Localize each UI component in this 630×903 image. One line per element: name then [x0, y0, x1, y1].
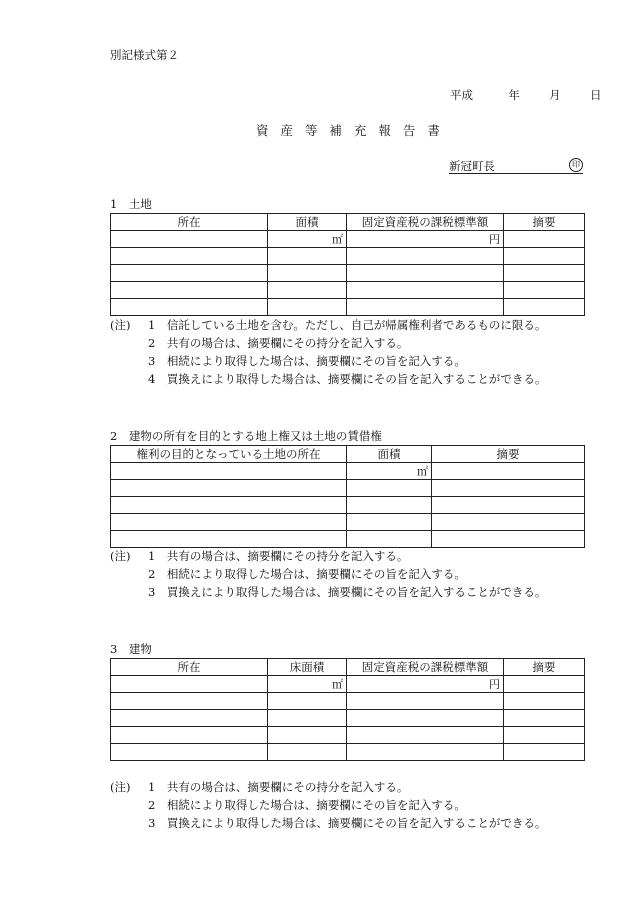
table-row: [111, 531, 585, 548]
col-remarks: 摘要: [432, 446, 585, 463]
cell[interactable]: [504, 299, 585, 316]
section3-heading: 3 建物: [110, 642, 152, 656]
seal-mark: 印: [569, 158, 583, 172]
table-row: [111, 710, 585, 727]
date-month: 月: [549, 88, 561, 102]
col-land-location: 権利の目的となっている土地の所在: [111, 446, 347, 463]
cell[interactable]: [504, 248, 585, 265]
cell[interactable]: [111, 282, 268, 299]
cell[interactable]: [268, 299, 347, 316]
cell[interactable]: [347, 531, 432, 548]
date-era: 平成: [450, 88, 473, 102]
cell[interactable]: [111, 463, 347, 480]
date-line: [450, 87, 601, 103]
cell[interactable]: [504, 282, 585, 299]
cell[interactable]: [268, 282, 347, 299]
unit-yen[interactable]: 円: [347, 231, 504, 248]
section2-note-3: 3 買換えにより取得した場合は、摘要欄にその旨を記入することができる。: [148, 585, 547, 599]
cell[interactable]: [504, 265, 585, 282]
cell[interactable]: [504, 727, 585, 744]
table-row: [111, 727, 585, 744]
cell[interactable]: [111, 231, 268, 248]
cell[interactable]: [347, 710, 504, 727]
table-row: [111, 282, 585, 299]
section1-note-4: 4 買換えにより取得した場合は、摘要欄にその旨を記入することができる。: [148, 372, 547, 386]
cell[interactable]: [347, 497, 432, 514]
cell[interactable]: [111, 710, 268, 727]
section1-table: [110, 213, 585, 316]
form-number: 別記様式第２: [110, 48, 179, 62]
col-area: 面積: [268, 214, 347, 231]
col-location: 所在: [111, 214, 268, 231]
section3-note-3: 3 買換えにより取得した場合は、摘要欄にその旨を記入することができる。: [148, 816, 547, 830]
col-area: 面積: [347, 446, 432, 463]
table-row: [111, 676, 585, 693]
section1-notes-prefix: (注): [110, 318, 131, 332]
cell[interactable]: [111, 248, 268, 265]
col-location: 所在: [111, 659, 268, 676]
section2-table: [110, 445, 585, 548]
cell[interactable]: [504, 710, 585, 727]
cell[interactable]: [504, 744, 585, 761]
section3-note-2: 2 相続により取得した場合は、摘要欄にその旨を記入する。: [148, 798, 466, 812]
section3-note-1: 1 共有の場合は、摘要欄にその持分を記入する。: [148, 780, 409, 794]
col-floor-area: 床面積: [268, 659, 347, 676]
unit-sqm[interactable]: ㎡: [347, 463, 432, 480]
table-header-row: [111, 214, 585, 231]
cell[interactable]: [347, 727, 504, 744]
date-year: 年: [508, 88, 520, 102]
unit-yen[interactable]: 円: [347, 676, 504, 693]
cell[interactable]: [111, 480, 347, 497]
cell[interactable]: [347, 282, 504, 299]
cell[interactable]: [504, 231, 585, 248]
section1-heading: 1 土地: [110, 197, 152, 211]
section3-notes-prefix: (注): [110, 780, 131, 794]
table-row: [111, 265, 585, 282]
table-row: [111, 514, 585, 531]
section2-note-2: 2 相続により取得した場合は、摘要欄にその旨を記入する。: [148, 567, 466, 581]
table-row: [111, 744, 585, 761]
section2-note-1: 1 共有の場合は、摘要欄にその持分を記入する。: [148, 549, 409, 563]
cell[interactable]: [111, 531, 347, 548]
cell[interactable]: [111, 727, 268, 744]
cell[interactable]: [432, 514, 585, 531]
cell[interactable]: [268, 710, 347, 727]
cell[interactable]: [347, 299, 504, 316]
table-row: [111, 248, 585, 265]
cell[interactable]: [268, 744, 347, 761]
cell[interactable]: [268, 265, 347, 282]
table-row: [111, 693, 585, 710]
cell[interactable]: [268, 248, 347, 265]
cell[interactable]: [347, 248, 504, 265]
cell[interactable]: [111, 514, 347, 531]
cell[interactable]: [347, 514, 432, 531]
table-row: [111, 497, 585, 514]
cell[interactable]: [347, 480, 432, 497]
cell[interactable]: [432, 463, 585, 480]
cell[interactable]: [111, 497, 347, 514]
date-day: 日: [589, 88, 602, 102]
section1-note-2: 2 共有の場合は、摘要欄にその持分を記入する。: [148, 336, 409, 350]
unit-sqm[interactable]: ㎡: [268, 231, 347, 248]
cell[interactable]: [504, 693, 585, 710]
cell[interactable]: [268, 693, 347, 710]
col-remarks: 摘要: [504, 659, 585, 676]
col-tax-base: 固定資産税の課税標準額: [347, 214, 504, 231]
document-title: 資 産 等 補 充 報 告 書: [256, 123, 444, 138]
cell[interactable]: [504, 676, 585, 693]
unit-sqm[interactable]: ㎡: [268, 676, 347, 693]
cell[interactable]: [347, 693, 504, 710]
section1-note-1: 1 信託している土地を含む。ただし、自己が帰属権利者であるものに限る。: [148, 318, 547, 332]
cell[interactable]: [111, 744, 268, 761]
addressee: 新冠町長: [449, 159, 495, 173]
cell[interactable]: [111, 265, 268, 282]
cell[interactable]: [111, 299, 268, 316]
table-row: [111, 480, 585, 497]
section1-note-3: 3 相続により取得した場合は、摘要欄にその旨を記入する。: [148, 354, 466, 368]
col-tax-base: 固定資産税の課税標準額: [347, 659, 504, 676]
cell[interactable]: [347, 265, 504, 282]
addressee-line: [449, 158, 583, 174]
table-row: [111, 231, 585, 248]
table-header-row: [111, 659, 585, 676]
cell[interactable]: [432, 531, 585, 548]
col-remarks: 摘要: [504, 214, 585, 231]
section2-notes-prefix: (注): [110, 549, 131, 563]
cell[interactable]: [347, 744, 504, 761]
cell[interactable]: [432, 480, 585, 497]
table-row: [111, 299, 585, 316]
cell[interactable]: [111, 676, 268, 693]
cell[interactable]: [111, 693, 268, 710]
cell[interactable]: [268, 727, 347, 744]
section2-heading: 2 建物の所有を目的とする地上権又は土地の賃借権: [110, 429, 382, 443]
cell[interactable]: [432, 497, 585, 514]
table-row: [111, 463, 585, 480]
table-header-row: [111, 446, 585, 463]
section3-table: [110, 658, 585, 761]
